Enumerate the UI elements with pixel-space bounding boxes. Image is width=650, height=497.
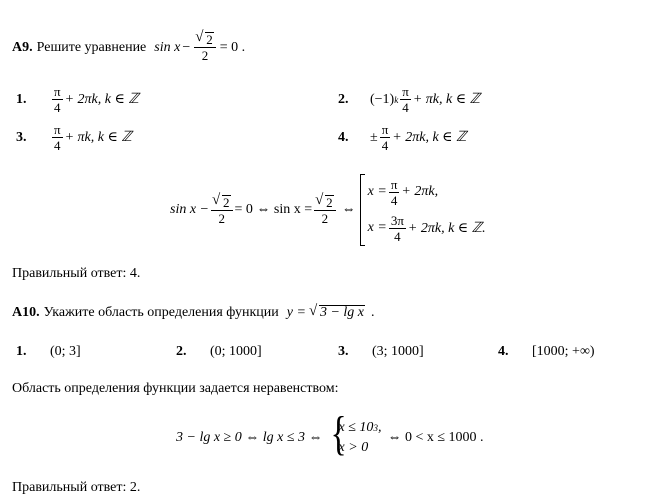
- a9-option-2: 2. (−1) k $\frac{\pi}{4}$ + πk, k ∈ ℤ: [338, 84, 480, 115]
- a10-option-4: 4. [1000; +∞): [498, 344, 595, 359]
- a9-solution: sin x − √ $\frac{2}{2}$ = 0 ⇔ sin x = √ $\frac{2}{2}$ ⇔ x = $\frac{\pi}{4}$ + 2πk, x = $\frac{3\pi}{4}$ + 2πk, k ∈ ℤ.: [170, 174, 486, 246]
- a10-question: А10. Укажите область определения функции y = √ 3 − lg x .: [12, 305, 375, 321]
- a9-answer: Правильный ответ: 4.: [12, 266, 141, 281]
- solution-system: x = $\frac{\pi}{4}$ + 2πk, x = $\frac{3\pi}{4}$ + 2πk, k ∈ ℤ.: [360, 174, 486, 246]
- minus: −: [182, 39, 191, 55]
- a9-question: [12, 32, 245, 63]
- eq-tail: = 0 .: [219, 39, 246, 55]
- domain-system: { x ≤ 10 3 , x > 0: [331, 418, 382, 458]
- a9-eq-sin: sin x: [154, 39, 181, 55]
- a9-option-1: 1. $\frac{\pi}{4}$ + 2πk, k ∈ ℤ: [16, 84, 139, 115]
- a10-option-3: 3. (3; 1000]: [338, 344, 424, 359]
- a10-option-2: 2. (0; 1000]: [176, 344, 262, 359]
- a9-task: Решите уравнение: [36, 39, 147, 55]
- a9-option-3: 3. $\frac{\pi}{4}$ + πk, k ∈ ℤ: [16, 122, 132, 153]
- sqrt2-over-2: √ $\frac{2}{2}$: [194, 32, 216, 63]
- a10-option-1: 1. (0; 3]: [16, 344, 81, 359]
- a10-domain-text: Область определения функции задается неравенством:: [12, 381, 339, 396]
- a10-answer: Правильный ответ: 2.: [12, 480, 141, 495]
- a10-solution: 3 − lg x ≥ 0 ⇔ lg x ≤ 3 ⇔ { x ≤ 10 3 , x > 0 ⇔ 0 < x ≤ 1000 .: [176, 418, 484, 458]
- a9-option-4: 4. ± $\frac{\pi}{4}$ + 2πk, k ∈ ℤ: [338, 122, 467, 153]
- a9-label: А9.: [12, 39, 33, 55]
